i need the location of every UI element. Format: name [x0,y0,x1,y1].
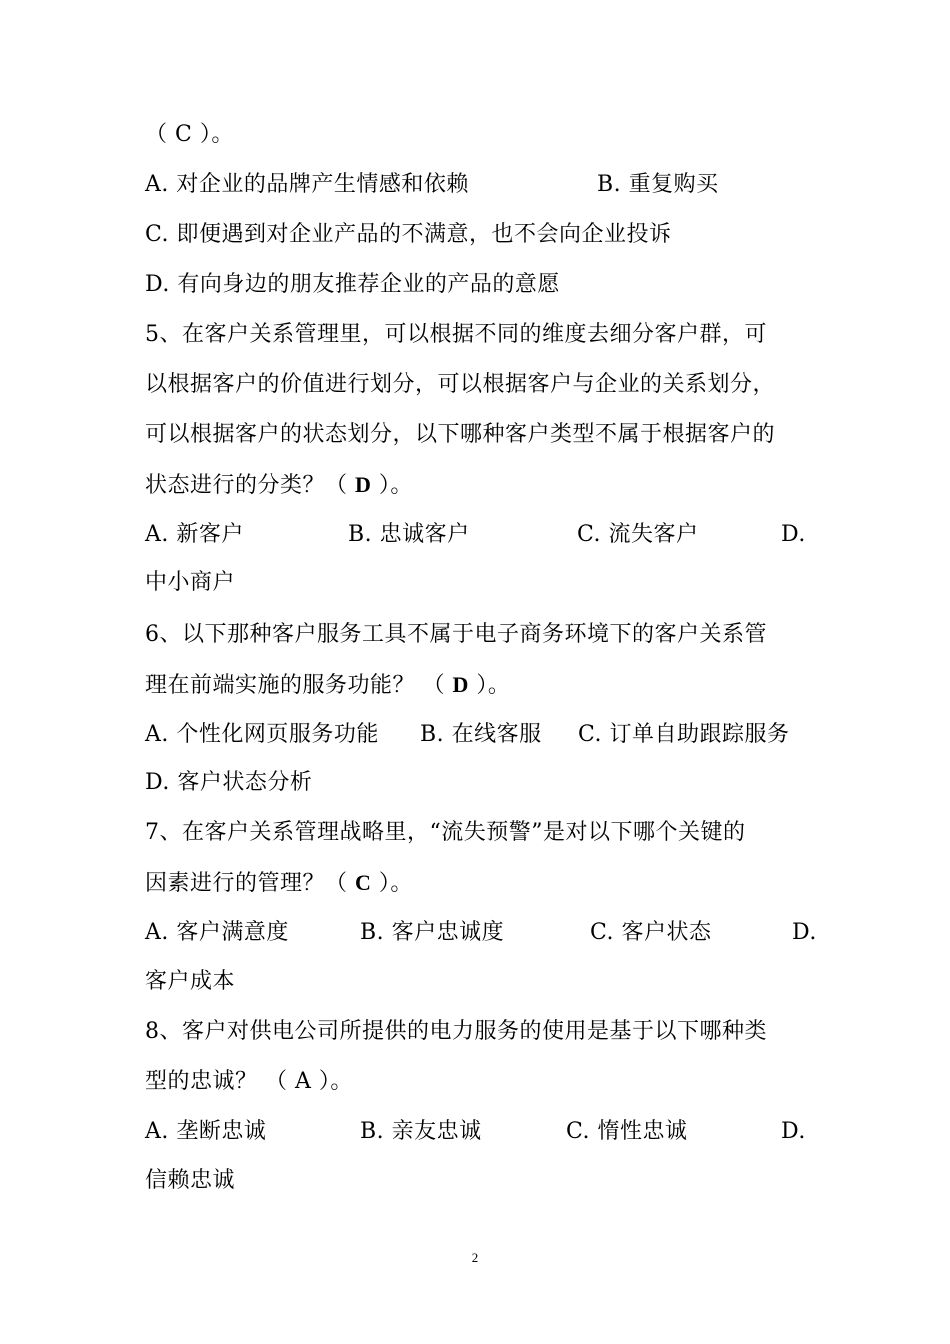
q5-option-d-label: D. [781,522,806,547]
q5-stem-line-4 [145,470,413,501]
q5-option-b: B. 忠诚客户 [348,522,470,547]
q7-option-c: C. 客户状态 [590,920,712,945]
q8-stem-line-2: 型的忠诚？ （ A ）。 [145,1069,353,1094]
q8-option-d-label: D. [781,1119,806,1144]
q5-option-d-text: 中小商户 [145,570,236,595]
q7-stem-line-2 [145,868,413,899]
q8-option-d-text: 信赖忠诚 [145,1168,236,1193]
q4-answer-line: （ C ）。 [145,122,234,147]
q4-option-a: A. 对企业的品牌产生情感和依赖 [145,172,469,197]
q4-option-d: D. 有向身边的朋友推荐企业的产品的意愿 [145,272,560,297]
q4-option-c: C. 即便遇到对企业产品的不满意，也不会向企业投诉 [145,222,672,247]
page-number: 2 [471,1250,479,1265]
q7-answer: C [355,870,372,895]
q7-option-a: A. 客户满意度 [145,920,289,945]
q5-option-a: A. 新客户 [145,522,244,547]
q7-option-b: B. 客户忠诚度 [360,920,505,945]
q8-option-a: A. 垄断忠诚 [145,1119,267,1144]
q5-option-c: C. 流失客户 [577,522,699,547]
q6-option-a: A. 个性化网页服务功能 [145,722,379,747]
q7-stem-line-2-end: ）。 [371,871,413,896]
q5-stem-line-3: 可以根据客户的状态划分，以下哪种客户类型不属于根据客户的 [145,422,776,447]
q6-option-d: D. 客户状态分析 [145,770,313,795]
q6-stem-line-1: 6、以下那种客户服务工具不属于电子商务环境下的客户关系管 [145,622,767,647]
q5-stem-line-4-end: ）。 [371,473,413,498]
q6-option-c: C. 订单自助跟踪服务 [578,722,790,747]
q7-stem-line-2-text: 因素进行的管理？（ [145,871,355,896]
q5-answer: D [355,472,372,497]
q5-stem-line-4-text: 状态进行的分类？（ [145,473,355,498]
q6-option-b: B. 在线客服 [420,722,542,747]
q7-option-d-text: 客户成本 [145,969,236,994]
q6-stem-line-2-end: ）。 [468,673,511,698]
q4-option-b: B. 重复购买 [597,172,719,197]
q6-stem-line-2-text: 理在前端实施的服务功能？ （ [145,673,453,698]
q5-stem-line-2: 以根据客户的价值进行划分，可以根据客户与企业的关系划分， [145,372,776,397]
q5-stem-line-1: 5、在客户关系管理里，可以根据不同的维度去细分客户群，可 [145,322,767,347]
q7-stem-line-1: 7、在客户关系管理战略里，“流失预警”是对以下哪个关键的 [145,820,746,845]
q7-option-d-label: D. [792,920,817,945]
q8-option-c: C. 惰性忠诚 [566,1119,688,1144]
q8-option-b: B. 亲友忠诚 [360,1119,482,1144]
q8-stem-line-1: 8、客户对供电公司所提供的电力服务的使用是基于以下哪种类 [145,1019,767,1044]
q6-answer: D [452,672,469,697]
q6-stem-line-2 [145,670,510,701]
